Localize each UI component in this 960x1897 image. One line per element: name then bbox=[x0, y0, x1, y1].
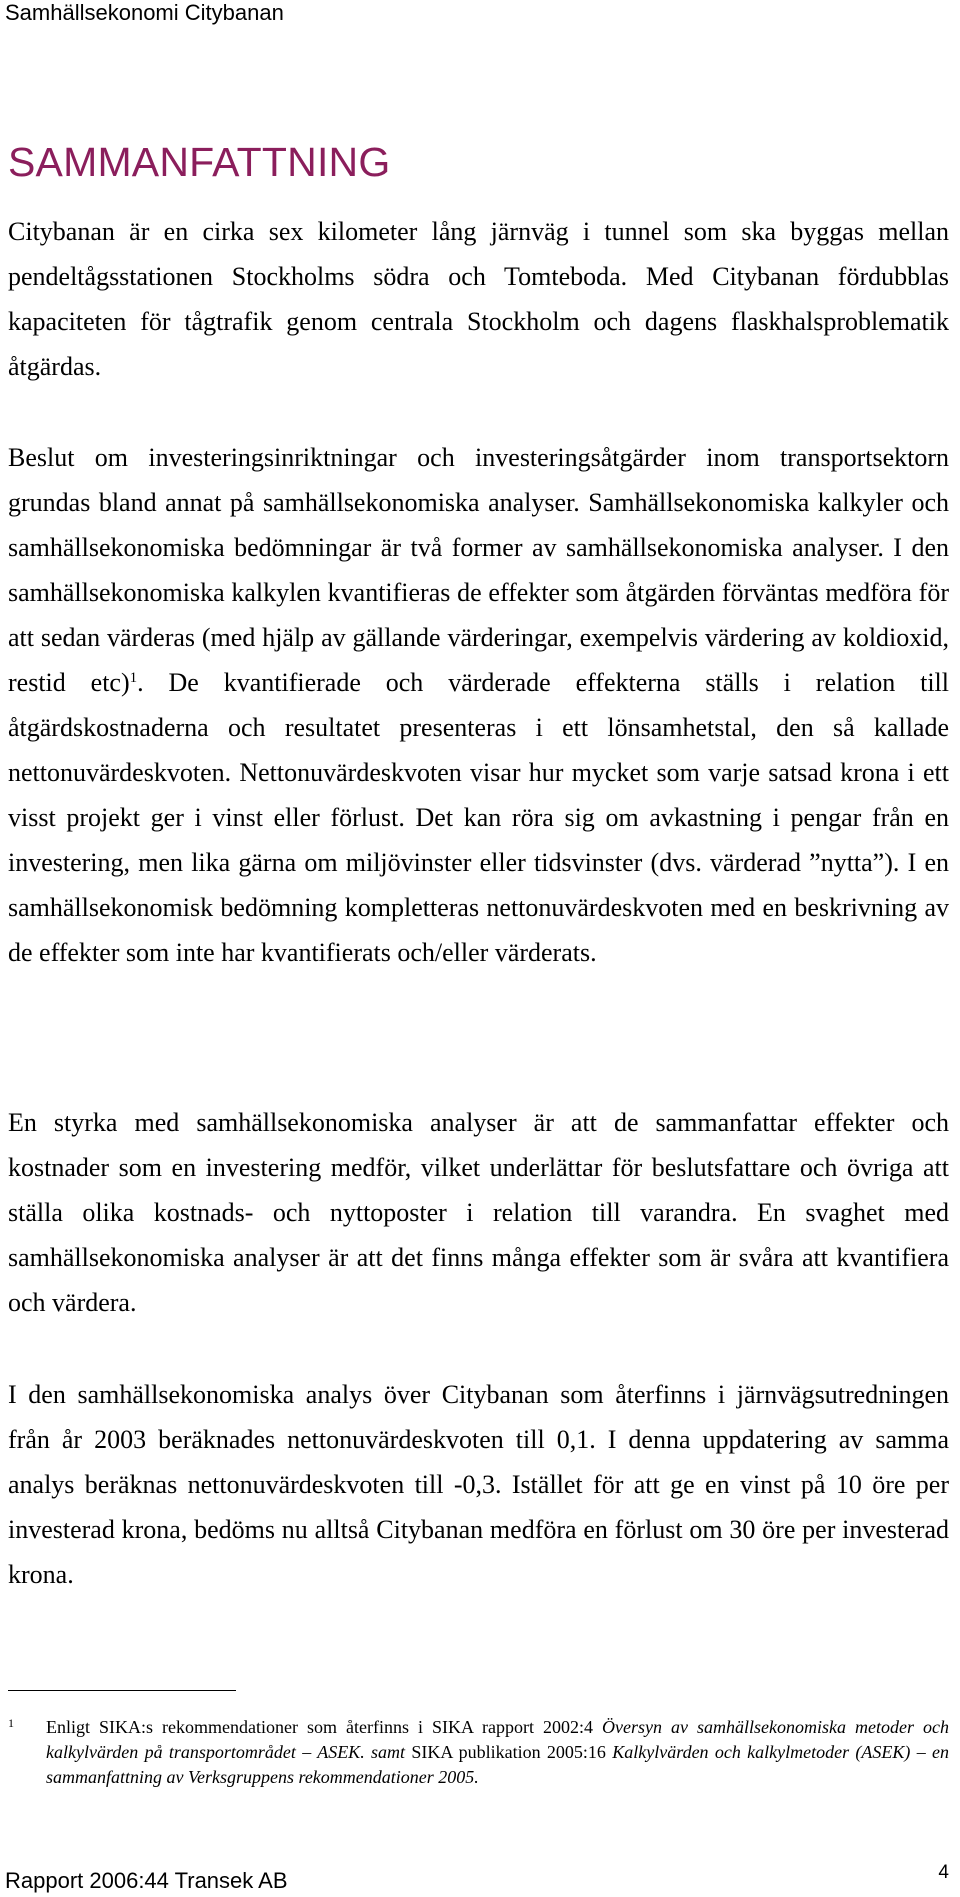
paragraph-analysis-part-1: Beslut om investeringsinriktningar och investeringsåtgärder inom transportsektorn grundas bland annat på samhällsekonomiska analyser. Samhällsekonomiska kalkyler och samhällsekonomiska bedömningar är två former av samhällsekonomiska analyser. I den samhällsekonomiska kalkylen kvantifieras de effekter som åtgärden förväntas medföra för att sedan värderas (med hjälp av gällande värderingar, exempelvis värdering av koldioxid, restid etc) bbox=[8, 443, 949, 697]
footnote-text-1: Enligt SIKA:s rekommendationer som återfinns i SIKA rapport 2002:4 bbox=[46, 1717, 603, 1737]
footnote-title-2: Kalkylvärden och kalkylmetoder (ASEK) – en sammanfattning av Verksgruppens rekommendationer 2005. bbox=[46, 1742, 949, 1787]
running-header: Samhällsekonomi Citybanan bbox=[5, 0, 284, 25]
footnote-separator bbox=[8, 1690, 236, 1691]
running-footer: Rapport 2006:44 Transek AB bbox=[5, 1868, 288, 1893]
paragraph-analysis bbox=[8, 435, 949, 975]
footnote-text-2: SIKA publikation 2005:16 bbox=[405, 1742, 613, 1762]
footnote-title-1: Översyn av samhällsekonomiska metoder och kalkylvärden på transportområdet – ASEK. samt bbox=[46, 1717, 949, 1762]
paragraph-intro: Citybanan är en cirka sex kilometer lång järnväg i tunnel som ska byggas mellan pendeltågsstationen Stockholms södra och Tomteboda. Med Citybanan fördubblas kapaciteten för tågtrafik genom centrala Stockholm och dagens flaskhalsproblematik åtgärdas. bbox=[8, 217, 949, 381]
section-heading: SAMMANFATTNING bbox=[8, 139, 391, 185]
page-number: 4 bbox=[938, 1862, 949, 1883]
paragraph-analysis-part-2: . De kvantifierade och värderade effekterna ställs i relation till åtgärdskostnaderna och resultatet presenteras i ett lönsamhetstal, den så kallade nettonuvärdeskvoten. Nettonuvärdeskvoten visar hur mycket som varje satsad krona i ett visst projekt ger i vinst eller förlust. Det kan röra sig om avkastning i pengar från en investering, men lika gärna om miljövinster eller tidsvinster (dvs. värderad ”nytta”). I en samhällsekonomisk bedömning kompletteras nettonuvärdeskvoten med en beskrivning av de effekter som inte har kvantifierats och/eller värderats. bbox=[8, 668, 949, 967]
footnote-mark: 1 bbox=[8, 1716, 14, 1730]
footnote bbox=[8, 1715, 949, 1790]
footnote-reference: 1 bbox=[129, 670, 138, 686]
paragraph-strengths: En styrka med samhällsekonomiska analyser är att de sammanfattar effekter och kostnader som en investering medför, vilket underlättar för beslutsfattare och övriga att ställa olika kostnads- och nyttoposter i relation till varandra. En svaghet med samhällsekonomiska analyser är att det finns många effekter som är svåra att kvantifiera och värdera. bbox=[8, 1108, 949, 1317]
paragraph-conclusion: I den samhällsekonomiska analys över Citybanan som återfinns i järnvägsutredningen från år 2003 beräknades nettonuvärdeskvoten till 0,1. I denna uppdatering av samma analys beräknas nettonuvärdeskvoten till -0,3. Istället för att ge en vinst på 10 öre per investerad krona, bedöms nu alltså Citybanan medföra en förlust om 30 öre per investerad krona. bbox=[8, 1380, 949, 1589]
footnote-mark-wrap bbox=[8, 1715, 46, 1740]
